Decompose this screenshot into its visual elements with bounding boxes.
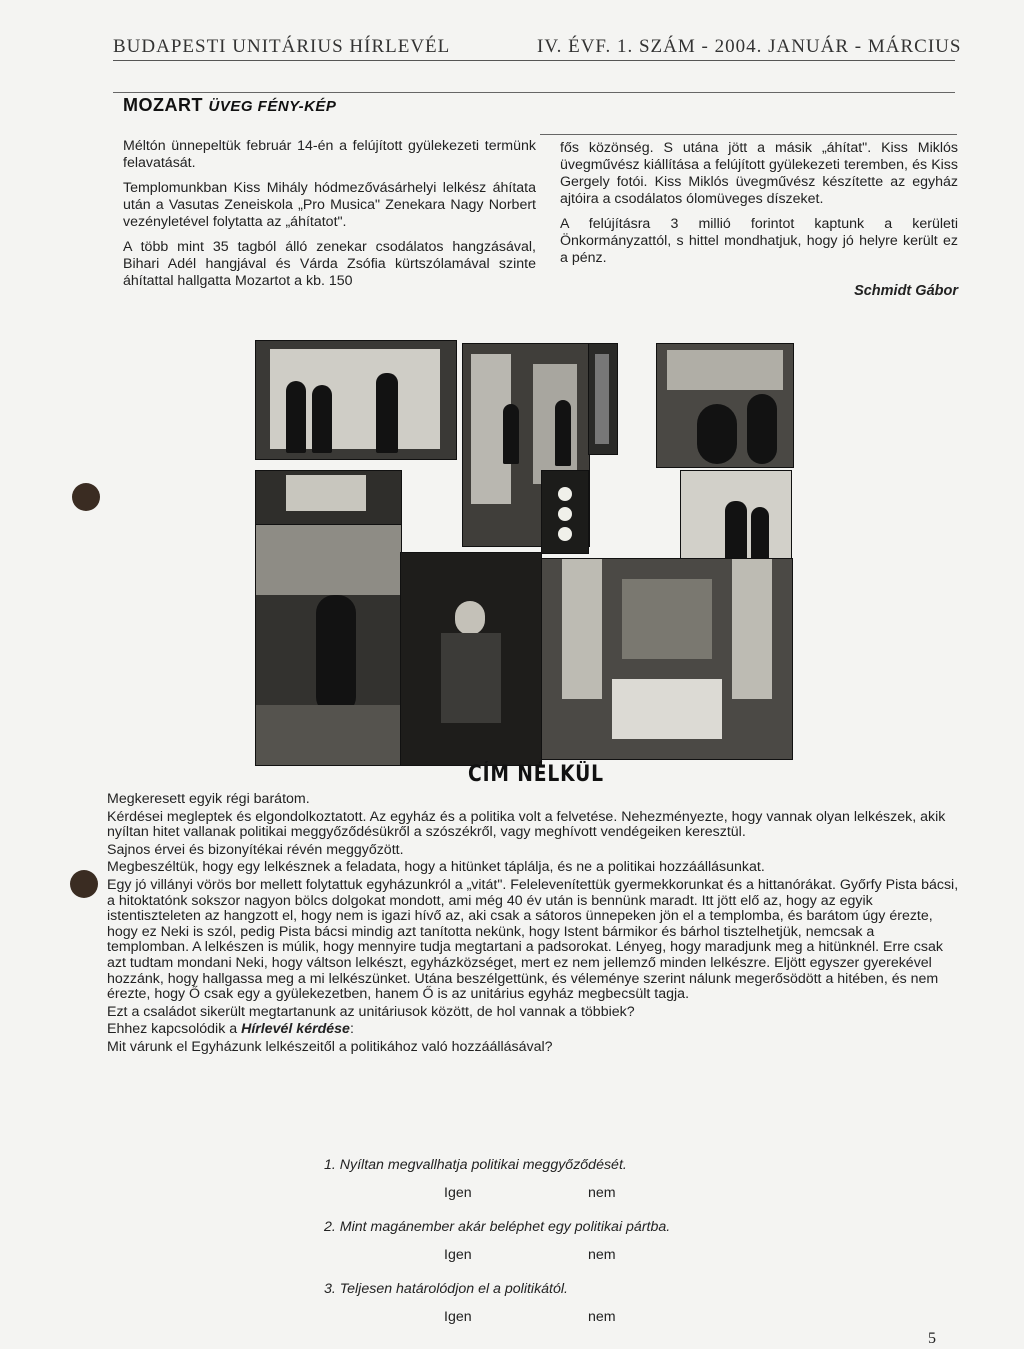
page-number: 5 <box>928 1330 936 1347</box>
paragraph: Templomunkban Kiss Mihály hódmezővásárhelyi lelkész áhítata után a Vasutas Zeneiskola „Pro Musica" Zenekara Nagy Norbert vezényletével folytatta az „áhítatot". <box>123 180 536 230</box>
binder-hole-icon <box>72 483 100 511</box>
publication-name: BUDAPESTI UNITÁRIUS HÍRLEVÉL <box>113 36 451 57</box>
paragraph: Kérdései megleptek és elgondolkoztatott. Az egyház és a politika volt a felvetése. Nehezményezte, hogy vannak olyan lelkészek, akik nyíltan hitet vallanak politikai meggyőződésükről a szószékről, vagy meghívott vendégeiken keresztül. <box>107 808 946 841</box>
survey-questions <box>324 1157 884 1343</box>
header-rule <box>113 92 955 93</box>
article-title-main: MOZART <box>123 95 203 115</box>
paragraph: A felújításra 3 millió forintot kaptunk a kerületi Önkormányzattól, s hittel mondhatjuk, hogy jó helyre került ez a pénz. <box>560 216 958 266</box>
paragraph: Méltón ünnepeltük február 14-én a felújított gyülekezeti termünk felavatását. <box>123 138 536 171</box>
question-item: 1. Nyíltan megvallhatja politikai meggyőződését. <box>324 1157 627 1173</box>
paragraph: A több mint 35 tagból álló zenekar csodálatos hangzásával, Bihari Adél hangjával és Várda Zsófia kürtszólamával szinte áhítattal hallgatta Mozartot a kb. 150 <box>123 239 536 289</box>
question-item: 3. Teljesen határolódjon el a politikától. <box>324 1281 568 1297</box>
photo-speakers <box>255 340 457 460</box>
photo-orchestra <box>656 343 794 468</box>
answer-yes[interactable]: Igen <box>444 1185 472 1201</box>
answer-no[interactable]: nem <box>588 1185 616 1201</box>
paragraph: Ezt a családot sikerült megtartanunk az unitáriusok között, de hol vannak a többiek? <box>107 1003 635 1020</box>
answer-options <box>324 1185 884 1203</box>
answer-no[interactable]: nem <box>588 1309 616 1325</box>
photo-guests <box>680 470 792 568</box>
answer-no[interactable]: nem <box>588 1247 616 1263</box>
article2-body <box>107 792 959 1058</box>
article-title <box>123 95 336 116</box>
article2-title: CÍM NÉLKÜL <box>468 762 604 787</box>
photo-candles <box>541 470 589 554</box>
question-item: 2. Mint magánember akár beléphet egy politikai pártba. <box>324 1219 671 1235</box>
answer-options <box>324 1309 884 1327</box>
answer-yes[interactable]: Igen <box>444 1309 472 1325</box>
question-lead: Mit várunk el Egyházunk lelkészeitől a politikához való hozzáállásával? <box>107 1038 553 1055</box>
binder-hole-icon <box>70 870 98 898</box>
photo-altar <box>541 558 793 760</box>
paragraph: Megkeresett egyik régi barátom. <box>107 791 310 807</box>
answer-options <box>324 1247 884 1265</box>
article-author: Schmidt Gábor <box>854 283 958 299</box>
paragraph: Egy jó villányi vörös bor mellett folytattuk egyházunkról a „vitát". Felelevenítettük gyermekkorunkat és a hittanórákat. Győrfy Pista bácsi, a hitoktatónk sokszor nagyon bölcs dolgokat mondott, ami még 40 év után is bennünk maradt. Itt jött elő az, hogy az egyik istentiszteleten az hangzott el, hogy nem is igazi hívő az, aki csak a sátoros ünnepeken jön el a templomba, és barátom úgy érezte, hogy ez Neki is szól, pedig Pista bácsi mindig azt tanította nekünk, hogy Istent bármikor és bárhol tisztelhetjük, nemcsak a templomban. A lelkészen is múlik, hogy mennyire tudja megtartani a padsorokat. Lényeg, hogy maradjunk meg a hitünknél. Erre csak azt tudtam mondani Neki, hogy váltson lelkészt, egyházközséget, mert ez nem jellemző minden lelkészre. Eljött egyszer gyerekével hozzánk, hogy hallgassa meg a mi lelkészünket. Utána beszélgettünk, és véleménye szerint nálunk megerősödött a hitében, és nem érezte, hogy Ő csak egy a gyülekezetben, hanem Ő is az unitárius egyház megbecsült tagja. <box>107 876 959 1003</box>
masthead <box>113 36 962 61</box>
issue-info: IV. ÉVF. 1. SZÁM - 2004. JANUÁR - MÁRCIUS <box>537 36 962 57</box>
article-left-column <box>123 138 536 298</box>
article-title-sub: ÜVEG FÉNY-KÉP <box>208 98 337 115</box>
answer-yes[interactable]: Igen <box>444 1247 472 1263</box>
photo-glass-art <box>588 343 618 455</box>
paragraph: Megbeszéltük, hogy egy lelkésznek a feladata, hogy a hitünket táplálja, és ne a politikai hozzáállásunkat. <box>107 859 765 876</box>
paragraph: Sajnos érvei és bizonyítékai révén meggyőzött. <box>107 841 404 858</box>
question-intro-text: Ehhez kapcsolódik a <box>107 1021 238 1038</box>
photo-singer <box>400 552 542 766</box>
column-rule <box>540 134 957 135</box>
article-right-column <box>560 140 958 299</box>
paragraph: fős közönség. S utána jött a másik „áhítat". Kiss Miklós üvegművész kiállítása a felújított gyülekezeti teremben, és Kiss Gergely fotói. Kiss Miklós üvegművész készítette az egyház ajtóira a csodálatos ólomüveges díszeket. <box>560 140 958 207</box>
photo-conductor <box>255 524 402 766</box>
question-intro-emph: Hírlevél kérdése <box>241 1021 350 1038</box>
question-intro: Ehhez kapcsolódik a Hírlevél kérdése: <box>107 1021 354 1038</box>
